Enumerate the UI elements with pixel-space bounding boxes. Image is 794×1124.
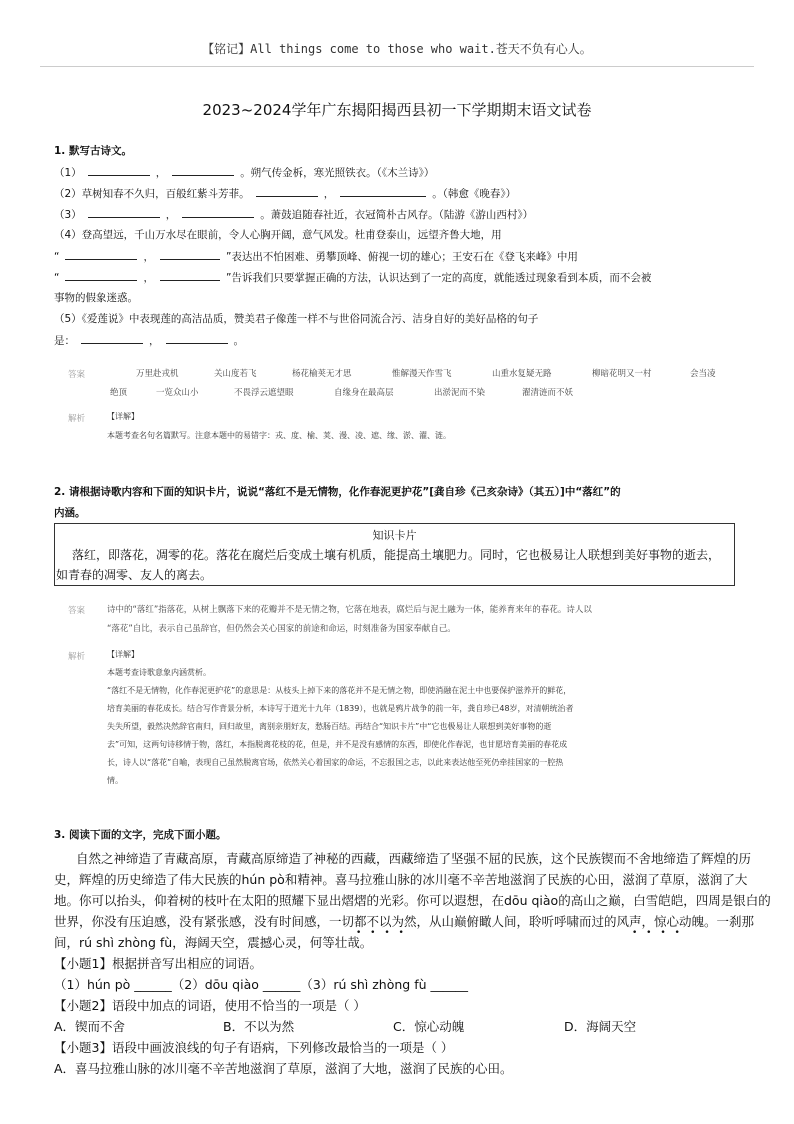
q1-l5-comma: ， — [143, 251, 154, 263]
q3-passage-line: 自然之神缔造了青藏高原，青藏高原缔造了神秘的西藏，西藏缔造了坚强不屈的民族，这个民族锲而不舍地缔造了辉煌的历 — [76, 851, 752, 866]
q1-answer-1: 万里赴戎机 — [136, 369, 179, 379]
q2-answer-label: 答案 — [68, 606, 86, 616]
q3-sub3-option-a[interactable]: A．喜马拉雅山脉的冰川毫不辛苦地滋润了草原，滋润了大地，滋润了民族的心田。 — [54, 1061, 513, 1076]
q1-answer-9: 一览众山小 — [156, 388, 199, 398]
q1-answer-6: 柳暗花明又一村 — [592, 369, 652, 379]
q1-analysis-head: 【详解】 — [107, 412, 139, 421]
answer-blank[interactable] — [65, 270, 137, 281]
answer-blank[interactable] — [166, 333, 228, 344]
q3-sub2-heading: 【小题2】语段中加点的词语，使用不恰当的一项是（ ） — [54, 998, 366, 1013]
knowledge-card-title: 知识卡片 — [372, 529, 417, 542]
q1-answer-2: 关山度若飞 — [214, 369, 257, 379]
q1-l1-suffix: 。朔气传金柝，寒光照铁衣。（《木兰诗》） — [240, 167, 435, 179]
q3-sub2-option-b[interactable]: B．不以为然 — [223, 1019, 295, 1034]
answer-blank[interactable] — [81, 333, 143, 344]
q1-line-9 — [54, 333, 244, 348]
q3-passage-line: 地。你可以抬头，仰着树的枝叶在太阳的照耀下显出熠熠的光彩。你可以遐想，在dōu qiào的高山之巅，白雪皑皑，四周是银白的 — [54, 893, 771, 908]
q3-sub2-option-c[interactable]: C．惊心动魄 — [393, 1019, 465, 1034]
q1-l1-prefix: （1） — [54, 167, 82, 179]
emphasis-dots: • • • • — [356, 928, 407, 938]
page-header-motto: 【铭记】All things come to those who wait.苍天不负有心人。 — [202, 42, 592, 56]
answer-blank[interactable] — [182, 207, 254, 218]
q3-passage-line: 史，辉煌的历史缔造了伟大民族的hún pò和精神。喜马拉雅山脉的冰川毫不辛苦地滋润了民族的心田，滋润了草原，滋润了大 — [54, 872, 748, 887]
knowledge-card — [54, 523, 735, 586]
q1-line-2 — [54, 186, 516, 201]
q2-analysis-head: 【详解】 — [107, 650, 139, 659]
answer-blank[interactable] — [88, 207, 160, 218]
q1-line-8: （5）《爱莲说》中表现莲的高洁品质，赞美君子像莲一样不与世俗同流合污、洁身自好的美好品格的句子 — [54, 313, 539, 325]
q1-l2-comma: ， — [323, 188, 335, 200]
emphasis-dots: • • • • — [632, 928, 683, 938]
answer-blank[interactable] — [65, 249, 137, 260]
q3-sub2-option-a[interactable]: A．锲而不舍 — [54, 1019, 126, 1034]
q3-passage-line: 世界，你没有压迫感，没有紧张感，没有时间感，一切都不以为然，从山巅俯瞰人间，聆听呼啸而过的风声，惊心动魄。一刹那 — [54, 914, 755, 929]
q2-analysis-line: 失失所望，毅然决然辞官南归，回归故里，离别亲朋好友，愁肠百结。再结合“知识卡片”中“它也极易让人联想到美好事物的逝 — [107, 722, 552, 731]
q1-heading: 1. 默写古诗文。 — [54, 145, 132, 157]
q1-l6-quote: “ — [54, 272, 60, 284]
q1-answer-7: 会当凌 — [690, 369, 716, 379]
q2-analysis-label: 解析 — [68, 652, 86, 662]
q1-line-3 — [54, 207, 533, 222]
q3-heading: 3. 阅读下面的文字，完成下面小题。 — [54, 829, 227, 841]
q1-l9-comma: ， — [149, 335, 160, 347]
q1-line-6 — [54, 270, 651, 285]
knowledge-card-line-2: 如青春的凋零、友人的离去。 — [56, 568, 213, 582]
q1-answer-8: 绝顶 — [110, 388, 128, 398]
q2-analysis-line: 去”可知，这两句诗移情于物，落红，本指脱离花枝的花，但是，并不是没有感情的东西，即使化作春泥，也甘愿培育美丽的春花成 — [107, 740, 568, 749]
q2-analysis-line: 长，诗人以“落花”自喻，表现自己虽然脱离官场，依然关心着国家的命运，不忘报国之志，以此来表达他至死仍牵挂国家的一腔热 — [107, 758, 564, 767]
q1-line-1 — [54, 165, 434, 180]
q2-analysis-line: 培育美丽的春花成长。结合写作背景分析，本诗写于道光十九年（1839），也就是鸦片战争的前一年，龚自珍已48岁，对清朝统治者 — [107, 704, 574, 713]
q1-l9-suffix: 。 — [233, 335, 244, 347]
q1-l6-suffix: ”告诉我们只要掌握正确的方法，认识达到了一定的高度，就能透过现象看到本质，而不会被 — [225, 272, 652, 284]
q2-answer-line-1: 诗中的“落红”指落花，从树上飘落下来的花瓣并不是无情之物，它落在地表，腐烂后与泥土融为一体，能养育来年的春花。诗人以 — [107, 605, 592, 615]
q1-answer-11: 自缘身在最高层 — [334, 388, 394, 398]
q3-passage-line: 间，rú shì zhòng fù，海阔天空，震撼心灵，何等壮哉。 — [54, 935, 373, 950]
q1-line-4: （4）登高望远，千山万水尽在眼前，令人心胸开阔，意气风发。杜甫登泰山，远望齐鲁大地，用 — [54, 229, 502, 241]
q1-l5-suffix: ”表达出不怕困难、勇攀顶峰、俯视一切的雄心；王安石在《登飞来峰》中用 — [225, 251, 578, 263]
q1-analysis-text: 本题考查名句名篇默写。注意本题中的易错字：戎、度、榆、荚、漫、凌、遮、缘、淤、濯、涟。 — [107, 431, 451, 440]
q3-sub3-heading: 【小题3】语段中画波浪线的句子有语病，下列修改最恰当的一项是（ ） — [54, 1040, 454, 1055]
q1-answer-4: 惟解漫天作雪飞 — [392, 369, 452, 379]
q1-l2-prefix: （2）草树知春不久归，百般红紫斗芳菲。 — [54, 188, 250, 200]
q1-analysis-label: 解析 — [68, 414, 86, 424]
q3-sub1-heading: 【小题1】根据拼音写出相应的词语。 — [54, 956, 262, 971]
q1-l6-comma: ， — [143, 272, 154, 284]
q1-answer-label: 答案 — [68, 370, 86, 380]
q1-line-7: 事物的假象迷惑。 — [54, 292, 138, 304]
q3-sub2-option-d[interactable]: D．海阔天空 — [564, 1019, 637, 1034]
q1-line-5 — [54, 249, 578, 264]
answer-blank[interactable] — [256, 186, 318, 197]
q1-answer-3: 杨花榆荚无才思 — [292, 369, 352, 379]
q2-heading-line-1: 2. 请根据诗歌内容和下面的知识卡片，说说“落红不是无情物，化作春泥更护花”[龚自珍《己亥杂诗》（其五）]中“落红”的 — [54, 486, 621, 498]
q1-l5-quote: “ — [54, 251, 60, 263]
q1-l9-prefix: 是： — [54, 335, 75, 347]
q1-l3-comma: ， — [165, 209, 177, 221]
header-divider — [40, 66, 754, 67]
knowledge-card-line-1: 落红，即落花，凋零的花。落花在腐烂后变成土壤有机质，能提高土壤肥力。同时，它也极易让人联想到美好事物的逝去， — [72, 548, 721, 562]
q1-answer-12: 出淤泥而不染 — [434, 388, 486, 398]
q1-answer-10: 不畏浮云遮望眼 — [234, 388, 294, 398]
answer-blank[interactable] — [160, 249, 220, 260]
q3-sub1-items: （1）hún pò ______（2）dōu qiào ______（3）rú shì zhòng fù ______ — [54, 977, 468, 992]
answer-blank[interactable] — [340, 186, 426, 197]
q1-answer-13: 濯清涟而不妖 — [522, 388, 574, 398]
q1-l1-comma: ， — [155, 167, 167, 179]
q2-analysis-line: 本题考查诗歌意象内涵赏析。 — [107, 668, 211, 677]
q2-heading-line-2: 内涵。 — [54, 507, 86, 519]
q1-l3-prefix: （3） — [54, 209, 82, 221]
answer-blank[interactable] — [172, 165, 234, 176]
q2-answer-line-2: “落花”自比，表示自己虽辞官，但仍然会关心国家的前途和命运，时刻准备为国家奉献自己。 — [107, 624, 456, 634]
q1-answer-5: 山重水复疑无路 — [492, 369, 552, 379]
answer-blank[interactable] — [160, 270, 220, 281]
q2-analysis-line: “落红不是无情物，化作春泥更护花”的意思是：从枝头上掉下来的落花并不是无情之物，即使消融在泥土中也要保护滋养开的鲜花， — [107, 686, 572, 695]
q1-l2-suffix: 。（韩愈《晚春》） — [432, 188, 517, 200]
document-title: 2023~2024学年广东揭阳揭西县初一下学期期末语文试卷 — [202, 101, 592, 119]
answer-blank[interactable] — [88, 165, 150, 176]
q2-analysis-line: 情。 — [107, 776, 123, 785]
q1-l3-suffix: 。萧鼓追随春社近，衣冠简朴古风存。（陆游《游山西村》） — [260, 209, 534, 221]
